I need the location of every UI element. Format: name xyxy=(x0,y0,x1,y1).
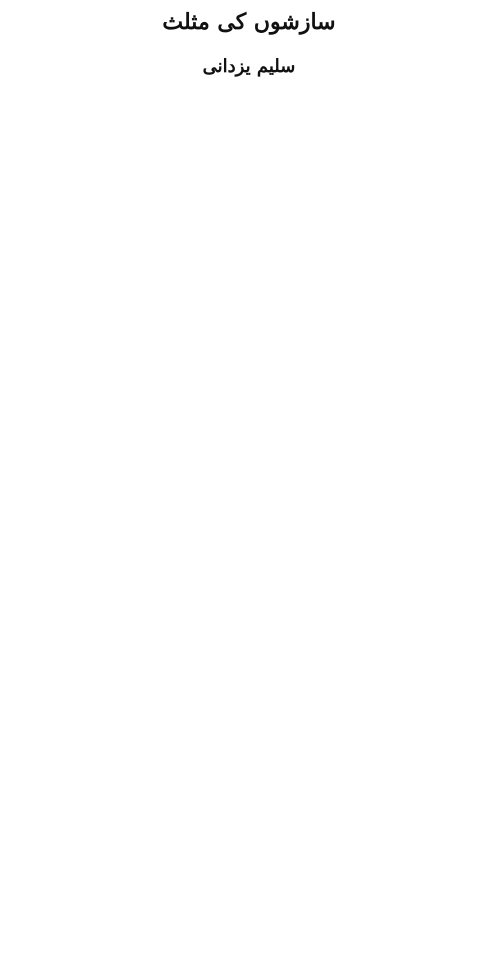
article-title: سازشوں کی مثلث xyxy=(162,9,336,35)
author-byline: سلیم یزدانی xyxy=(202,56,296,77)
article-body xyxy=(8,92,490,958)
